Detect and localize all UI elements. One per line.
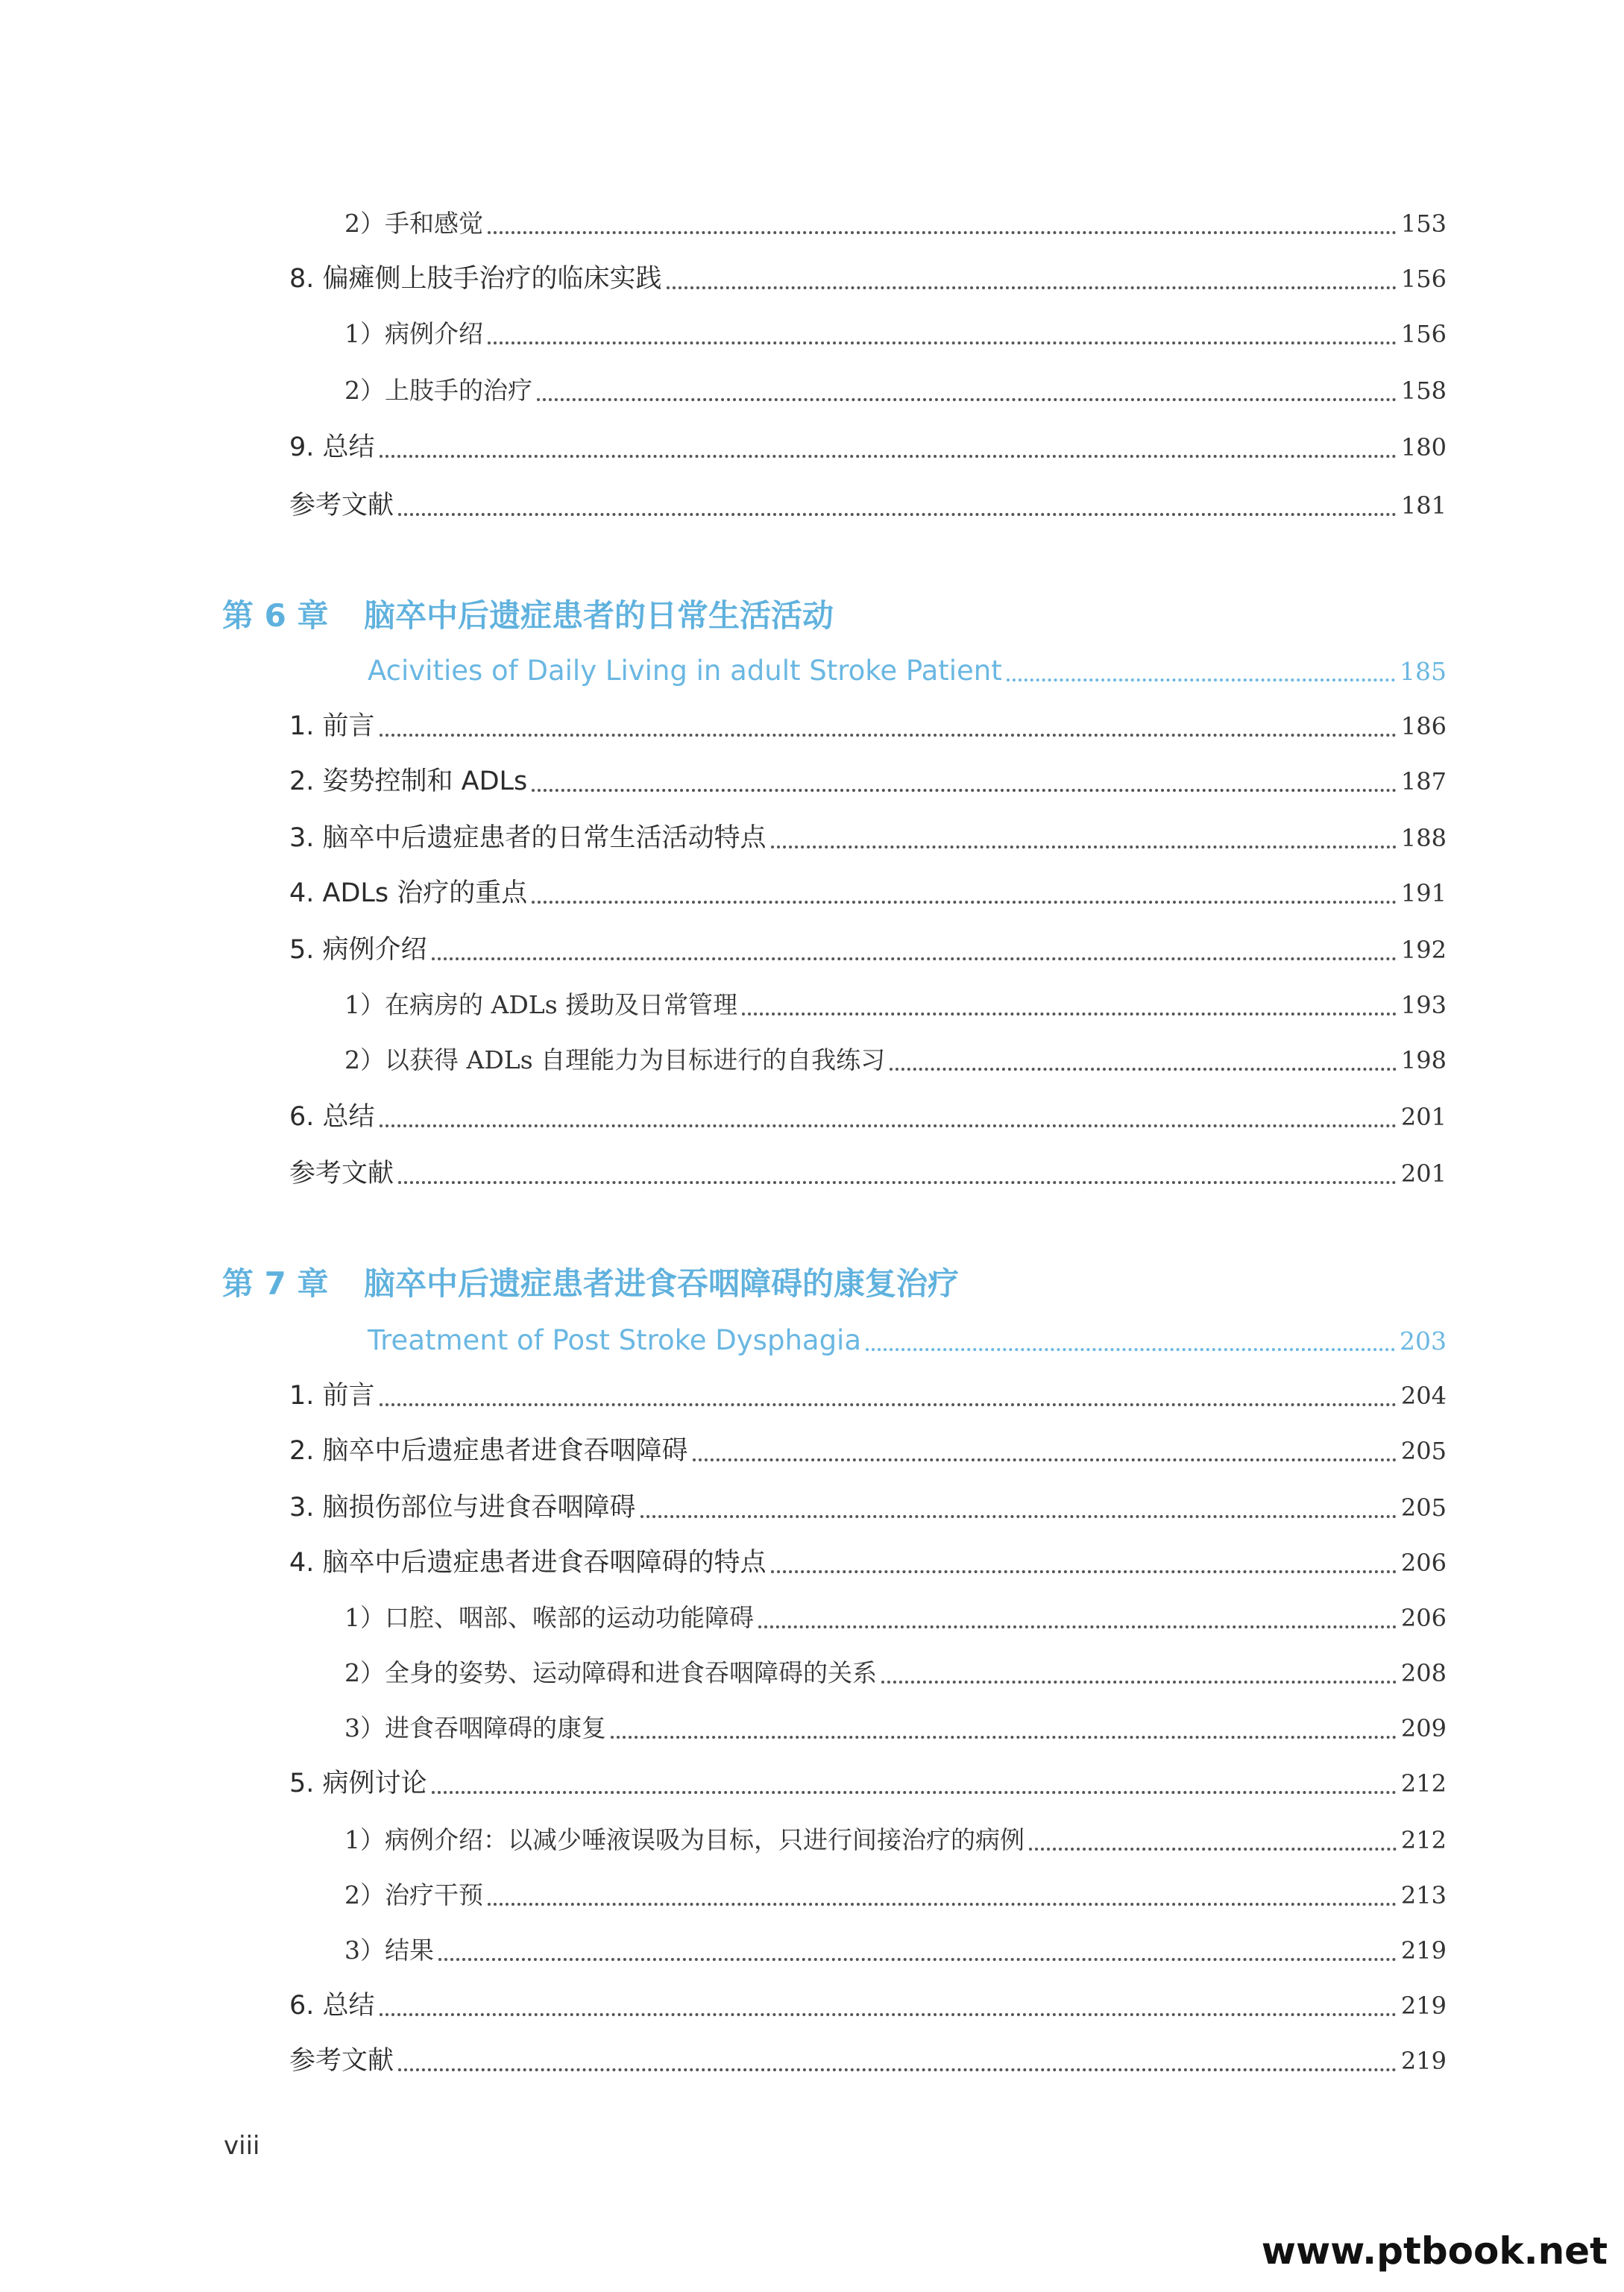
toc-entry — [289, 1985, 1447, 2027]
toc-entry — [344, 1707, 1447, 1749]
dot-leader — [532, 872, 1397, 914]
dot-leader — [398, 1153, 1397, 1194]
dot-leader — [1029, 1819, 1397, 1861]
toc-entry-title: 1. 前言 — [289, 711, 375, 741]
toc-entry-title: 参考文献 — [289, 491, 394, 520]
toc-entry — [344, 370, 1447, 412]
dot-leader — [432, 1763, 1397, 1804]
chapter-title: 脑卒中后遗症患者进食吞咽障碍的康复治疗 — [364, 1265, 960, 1302]
toc-entry — [344, 1652, 1447, 1694]
dot-leader — [537, 370, 1397, 412]
toc-entry-title: 1）病例介绍 — [344, 319, 483, 348]
toc-entry-title: 2）上肢手的治疗 — [344, 376, 532, 405]
dot-leader — [398, 2040, 1397, 2082]
toc-entry-page: 219 — [1400, 1992, 1447, 2020]
toc-entry-page: 205 — [1400, 1437, 1447, 1465]
dot-leader — [488, 313, 1397, 355]
toc-entry — [344, 1597, 1447, 1639]
toc-entry-page: 206 — [1400, 1604, 1447, 1632]
toc-entry — [289, 705, 1447, 747]
chapter-page: 203 — [1400, 1326, 1447, 1356]
dot-leader — [611, 1707, 1397, 1749]
toc-entry — [344, 1039, 1447, 1081]
toc-entry-title: 3）进食吞咽障碍的康复 — [344, 1713, 606, 1742]
toc-entry-title: 6. 总结 — [289, 1102, 375, 1132]
toc-entry-page: 188 — [1400, 824, 1447, 852]
toc-entry-page: 208 — [1400, 1659, 1447, 1687]
toc-entry — [289, 426, 1447, 468]
dot-leader — [438, 1930, 1397, 1971]
toc-entry-title: 2）治疗干预 — [344, 1880, 483, 1910]
toc-entry-title: 2）全身的姿势、运动障碍和进食吞咽障碍的关系 — [344, 1658, 877, 1687]
toc-entry-page: 156 — [1400, 265, 1447, 293]
toc-entry-title: 参考文献 — [289, 2046, 394, 2076]
dot-leader — [488, 1874, 1397, 1916]
chapter-title: 脑卒中后遗症患者的日常生活活动 — [364, 597, 834, 634]
chapter-number: 第 7 章 — [222, 1265, 329, 1302]
toc-entry-page: 193 — [1400, 991, 1447, 1019]
toc-entry-page: 201 — [1400, 1159, 1447, 1188]
toc-entry-page: 187 — [1400, 767, 1447, 796]
chapter-english-title-text: Treatment of Post Stroke Dysphagia — [368, 1324, 862, 1356]
toc-entry-page: 206 — [1400, 1549, 1447, 1577]
dot-leader — [380, 1096, 1397, 1138]
toc-entry-page: 153 — [1400, 210, 1447, 238]
dot-leader — [693, 1430, 1397, 1472]
toc-entry — [344, 313, 1447, 355]
toc-entry-title: 参考文献 — [289, 1159, 394, 1188]
toc-entry-page: 201 — [1400, 1103, 1447, 1131]
toc-entry-page: 186 — [1400, 712, 1447, 740]
dot-leader — [866, 1320, 1395, 1361]
dot-leader — [488, 203, 1397, 245]
toc-entry — [289, 258, 1447, 300]
toc-entry — [344, 1930, 1447, 1971]
toc-entry — [289, 1375, 1447, 1417]
toc-entry-page: 158 — [1400, 377, 1447, 405]
dot-leader — [771, 1542, 1397, 1584]
toc-entry-page: 219 — [1400, 1936, 1447, 1965]
toc-entry-title: 9. 总结 — [289, 432, 375, 462]
chapter-page: 185 — [1400, 657, 1447, 686]
toc-entry-title: 1. 前言 — [289, 1381, 375, 1411]
chapter-english-title-text: Acivities of Daily Living in adult Stroke Patient — [368, 655, 1002, 687]
toc-entry-title: 3）结果 — [344, 1936, 434, 1965]
toc-entry-page: 205 — [1400, 1493, 1447, 1522]
toc-entry-page: 181 — [1400, 491, 1447, 520]
toc-entry — [289, 817, 1447, 859]
toc-entry-title: 8. 偏瘫侧上肢手治疗的临床实践 — [289, 264, 662, 294]
toc-entry-page: 219 — [1400, 2047, 1447, 2075]
toc-entry-page: 212 — [1400, 1826, 1447, 1854]
toc-entry-page: 212 — [1400, 1769, 1447, 1798]
toc-entry-title: 1）口腔、咽部、喉部的运动功能障碍 — [344, 1603, 754, 1632]
toc-entry-title: 5. 病例讨论 — [289, 1769, 427, 1798]
toc-entry — [289, 1430, 1447, 1472]
toc-entry-page: 213 — [1400, 1881, 1447, 1910]
chapter-number: 第 6 章 — [222, 597, 329, 634]
toc-entry — [289, 1153, 1447, 1194]
toc-entry — [344, 203, 1447, 245]
toc-entry-title: 3. 脑损伤部位与进食吞咽障碍 — [289, 1493, 636, 1523]
toc-entry — [289, 929, 1447, 971]
toc-entry-page: 192 — [1400, 936, 1447, 964]
toc-entry-title: 1）在病房的 ADLs 援助及日常管理 — [344, 990, 738, 1019]
toc-entry-title: 4. 脑卒中后遗症患者进食吞咽障碍的特点 — [289, 1548, 767, 1578]
watermark: www.ptbook.net — [1261, 2229, 1608, 2273]
dot-leader — [667, 258, 1397, 300]
dot-leader — [890, 1039, 1397, 1081]
toc-entry-title: 2. 姿势控制和 ADLs — [289, 766, 528, 796]
toc-entry-page: 191 — [1400, 879, 1447, 907]
toc-entry — [344, 984, 1447, 1026]
dot-leader — [641, 1487, 1397, 1528]
dot-leader — [742, 984, 1397, 1026]
toc-entry-title: 2）手和感觉 — [344, 209, 483, 238]
dot-leader — [380, 426, 1397, 468]
dot-leader — [771, 817, 1397, 859]
toc-entry — [289, 872, 1447, 914]
chapter-english-title — [368, 650, 1447, 692]
toc-entry-page: 156 — [1400, 320, 1447, 348]
chapter-english-title — [368, 1320, 1447, 1361]
toc-entry-page: 180 — [1400, 433, 1447, 462]
toc-entry — [289, 1487, 1447, 1528]
dot-leader — [532, 761, 1397, 802]
toc-entry — [289, 485, 1447, 526]
toc-entry-page: 209 — [1400, 1714, 1447, 1742]
dot-leader — [881, 1652, 1397, 1694]
toc-entry-title: 6. 总结 — [289, 1991, 375, 2021]
toc-entry-title: 4. ADLs 治疗的重点 — [289, 878, 528, 908]
toc-entry — [344, 1819, 1447, 1861]
toc-entry — [289, 2040, 1447, 2082]
toc-entry-title: 5. 病例介绍 — [289, 935, 427, 965]
toc-entry — [289, 1763, 1447, 1804]
dot-leader — [432, 929, 1397, 971]
toc-entry-page: 204 — [1400, 1382, 1447, 1410]
toc-entry-title: 2. 脑卒中后遗症患者进食吞咽障碍 — [289, 1436, 688, 1466]
dot-leader — [380, 1375, 1397, 1417]
dot-leader — [1007, 650, 1395, 692]
toc-entry — [289, 1542, 1447, 1584]
toc-entry-title: 2）以获得 ADLs 自理能力为目标进行的自我练习 — [344, 1045, 886, 1074]
dot-leader — [758, 1597, 1397, 1639]
dot-leader — [398, 485, 1397, 526]
toc-entry-title: 3. 脑卒中后遗症患者的日常生活活动特点 — [289, 823, 767, 853]
toc-entry-title: 1）病例介绍：以减少唾液误吸为目标，只进行间接治疗的病例 — [344, 1825, 1025, 1854]
toc-entry — [289, 1096, 1447, 1138]
chapter-heading — [222, 1262, 959, 1306]
toc-entry — [344, 1874, 1447, 1916]
dot-leader — [380, 1985, 1397, 2027]
toc-entry-page: 198 — [1400, 1046, 1447, 1074]
dot-leader — [380, 705, 1397, 747]
chapter-heading — [222, 594, 834, 638]
page-number: viii — [224, 2131, 260, 2161]
toc-entry — [289, 761, 1447, 802]
